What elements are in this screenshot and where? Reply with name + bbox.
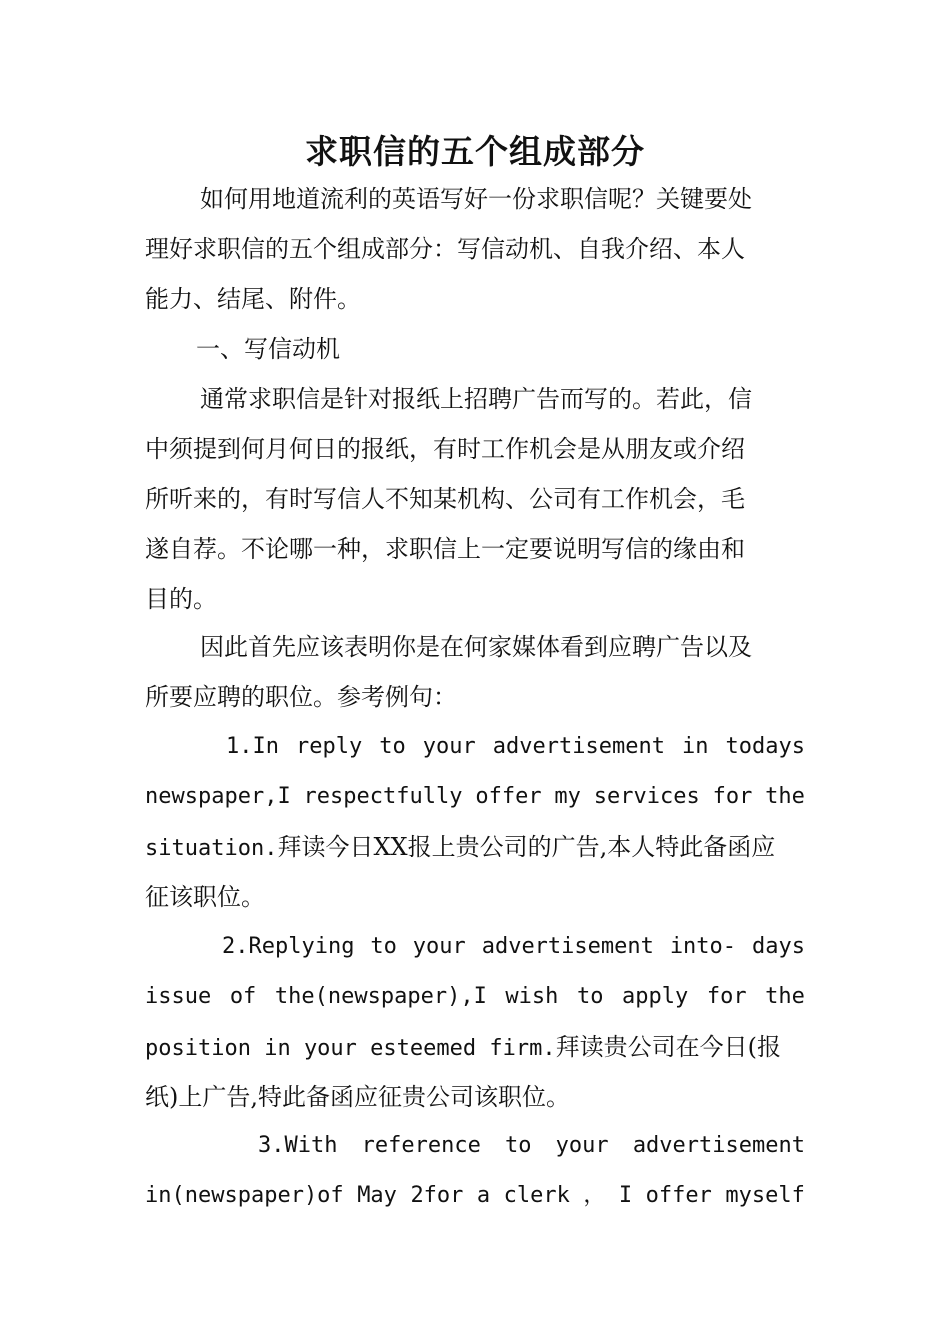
example-line-9	[258, 1121, 805, 1171]
page-title: 求职信的五个组成部分	[305, 132, 645, 171]
word: wish	[505, 984, 559, 1009]
word: into-	[669, 934, 737, 959]
word: 2.Replying	[222, 934, 355, 959]
word: issue	[145, 984, 212, 1009]
paragraph-line-11: 所要应聘的职位。参考例句：	[145, 683, 457, 711]
word: my	[554, 784, 581, 809]
word: the(newspaper),I	[274, 984, 487, 1009]
word: offer	[475, 784, 542, 809]
chinese-text: 拜读贵公司在今日(报	[555, 1033, 781, 1061]
example-line-8: 纸)上广告,特此备函应征贵公司该职位。	[145, 1083, 570, 1111]
example-line-7	[145, 1022, 805, 1072]
word: advertisement	[492, 734, 665, 759]
word: advertisement	[632, 1133, 805, 1158]
word: newspaper,I	[145, 784, 291, 809]
word: 2for	[410, 1183, 464, 1208]
word: the	[765, 784, 805, 809]
example-line-6	[145, 972, 805, 1022]
word: 3.With	[258, 1133, 338, 1158]
word: your	[422, 734, 476, 759]
word: of	[229, 984, 257, 1009]
paragraph-line-1: 如何用地道流利的英语写好一份求职信呢？关键要处	[200, 185, 752, 213]
paragraph-line-3: 能力、结尾、附件。	[145, 285, 361, 313]
word: a	[476, 1183, 491, 1208]
word: 1.In	[226, 734, 279, 759]
word: in(newspaper)of	[145, 1183, 344, 1208]
word: your	[555, 1133, 609, 1158]
word: to	[576, 984, 604, 1009]
paragraph-line-2: 理好求职信的五个组成部分：写信动机、自我介绍、本人	[145, 235, 745, 263]
word: for	[706, 984, 747, 1009]
word: clerk	[503, 1183, 570, 1208]
word: todays	[725, 734, 805, 759]
word: for	[712, 784, 753, 809]
word: I	[618, 1183, 633, 1208]
word: offer	[645, 1183, 712, 1208]
word: reply	[296, 734, 363, 759]
paragraph-line-7: 所听来的，有时写信人不知某机构、公司有工作机会，毛	[145, 485, 745, 513]
example-line-3	[145, 822, 805, 872]
word: days	[751, 934, 805, 959]
word: your	[412, 934, 466, 959]
section-heading-1: 一、写信动机	[196, 335, 340, 363]
paragraph-line-8: 遂自荐。不论哪一种，求职信上一定要说明写信的缘由和	[145, 535, 745, 563]
example-line-2	[145, 772, 805, 822]
word: to	[505, 1133, 532, 1158]
english-text: position in your esteemed firm.	[145, 1036, 556, 1061]
word: the	[765, 984, 805, 1009]
english-text: situation.	[145, 836, 278, 861]
word: to	[370, 934, 397, 959]
example-line-1	[226, 722, 805, 772]
paragraph-line-5: 通常求职信是针对报纸上招聘广告而写的。若此，信	[200, 385, 752, 413]
example-line-5	[222, 922, 805, 972]
word: reference	[361, 1133, 481, 1158]
word: myself	[725, 1183, 805, 1208]
word: to	[379, 734, 406, 759]
word: May	[357, 1183, 397, 1208]
example-line-10	[145, 1171, 805, 1221]
paragraph-line-10: 因此首先应该表明你是在何家媒体看到应聘广告以及	[200, 633, 752, 661]
word: advertisement	[481, 934, 654, 959]
example-line-4: 征该职位。	[145, 883, 265, 911]
word: apply	[622, 984, 689, 1009]
word: services	[593, 784, 700, 809]
paragraph-line-9: 目的。	[145, 585, 217, 613]
chinese-text: 拜读今日XX报上贵公司的广告,本人特此备函应	[277, 833, 776, 861]
word: respectfully	[303, 784, 463, 809]
paragraph-line-6: 中须提到何月何日的报纸，有时工作机会是从朋友或介绍	[145, 435, 745, 463]
word: ，	[583, 1183, 606, 1208]
word: in	[681, 734, 709, 759]
